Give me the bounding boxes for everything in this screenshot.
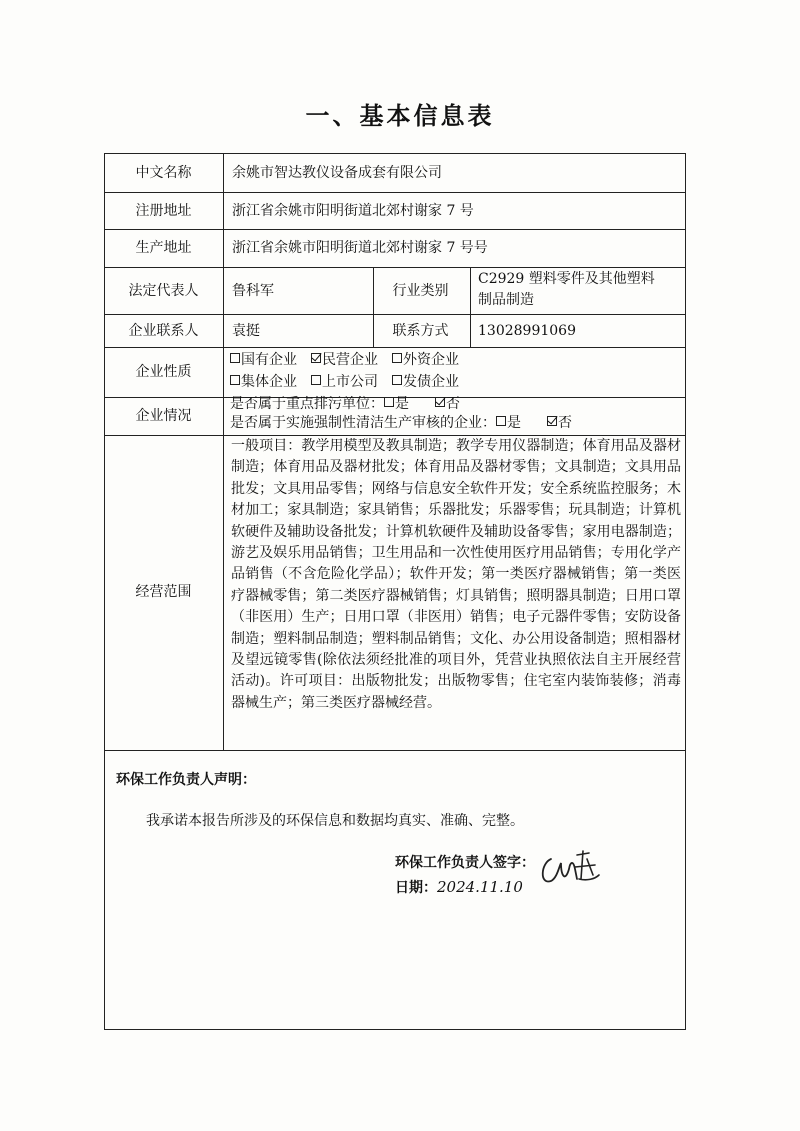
industry-line-1: C2929 塑料零件及其他塑料 [478, 271, 655, 287]
industry-line-2: 制品制造 [478, 292, 534, 308]
value-legal-rep: 鲁科军 [232, 282, 274, 299]
label-nature: 企业性质 [135, 364, 192, 380]
checked-checkbox-icon[interactable] [435, 397, 445, 407]
nature-option-foreign[interactable]: 外资企业 [392, 352, 459, 368]
label-cn-name: 中文名称 [135, 164, 192, 181]
declaration-heading: 环保工作负责人声明： [116, 772, 256, 788]
situation-block [223, 395, 685, 434]
label-industry: 行业类别 [392, 282, 449, 299]
nature-option-bond[interactable]: 发债企业 [392, 374, 459, 390]
checkbox-icon[interactable] [311, 375, 321, 385]
label-legal-rep: 法定代表人 [128, 282, 199, 299]
situation-q2: 是否属于实施强制性清洁生产审核的企业： 是 否 [230, 415, 572, 431]
label-scope: 经营范围 [135, 583, 192, 600]
checkbox-icon[interactable] [230, 353, 240, 363]
label-phone: 联系方式 [392, 322, 449, 339]
checked-checkbox-icon[interactable] [311, 353, 321, 363]
business-scope-text: 一般项目：教学用模型及教具制造；教学专用仪器制造；体育用品及器材制造；体育用品及器材批发；体育用品及器材零售；文具制造；文具用品批发；文具用品零售；网络与信息安全软件开发；安全系统监控服务；木材加工；家具制造；家具销售；乐器批发；乐器零售；玩具制造；计算机软硬件及辅助设备批发；计算机软硬件及辅助设备零售；家用电器制造；游艺及娱乐用品销售；卫生用品和一次性使用医疗用品销售；专用化学产品销售（不含危险化学品）；软件开发；第一类医疗器械销售；第一类医疗器械零售；第二类医疗器械销售；灯具销售；照明器具制造；日用口罩（非医用）生产；日用口罩（非医用）销售；电子元器件零售；安防设备制造；塑料制品制造；塑料制品销售；文化、办公用设备制造；照相器材及望远镜零售(除依法须经批准的项目外，凭营业执照依法自主开展经营活动)。许可项目：出版物批发；出版物零售；住宅室内装饰装修；消毒器械生产；第三类医疗器械经营。 [231, 438, 681, 711]
checkbox-icon[interactable] [496, 416, 506, 426]
label-reg-addr: 注册地址 [135, 202, 192, 219]
value-reg-addr: 浙江省余姚市阳明街道北郊村谢家 7 号 [232, 202, 474, 219]
label-contact: 企业联系人 [128, 322, 199, 339]
nature-option-collective[interactable]: 集体企业 [230, 374, 297, 390]
nature-option-state-owned[interactable]: 国有企业 [230, 352, 297, 368]
page-title: 一、基本信息表 [305, 102, 495, 130]
handwritten-signature-icon [537, 845, 603, 893]
label-situation: 企业情况 [135, 407, 192, 424]
checkbox-icon[interactable] [392, 375, 402, 385]
checkbox-icon[interactable] [392, 353, 402, 363]
situation-q1: 是否属于重点排污单位： 是 否 [230, 396, 460, 412]
checked-checkbox-icon[interactable] [547, 416, 557, 426]
date-line [395, 877, 523, 897]
value-contact: 袁挺 [232, 322, 260, 339]
declaration-text: 我承诺本报告所涉及的环保信息和数据均真实、准确、完整。 [146, 813, 524, 829]
handwritten-date: 2024.11.10 [437, 878, 523, 896]
label-prod-addr: 生产地址 [135, 240, 192, 256]
nature-option-listed[interactable]: 上市公司 [311, 374, 378, 390]
nature-row-1 [230, 349, 685, 371]
value-industry [469, 267, 685, 314]
signature-label: 环保工作负责人签字： [395, 855, 535, 871]
checkbox-icon[interactable] [230, 375, 240, 385]
checkbox-icon[interactable] [384, 397, 394, 407]
value-phone: 13028991069 [478, 322, 576, 339]
value-cn-name: 余姚市智达教仪设备成套有限公司 [232, 164, 442, 181]
nature-row-2 [230, 371, 685, 393]
date-label: 日期： [395, 880, 437, 896]
nature-options [223, 349, 685, 397]
value-prod-addr: 浙江省余姚市阳明街道北郊村谢家 7 号号 [232, 240, 488, 256]
nature-option-private[interactable]: 民营企业 [311, 352, 378, 368]
